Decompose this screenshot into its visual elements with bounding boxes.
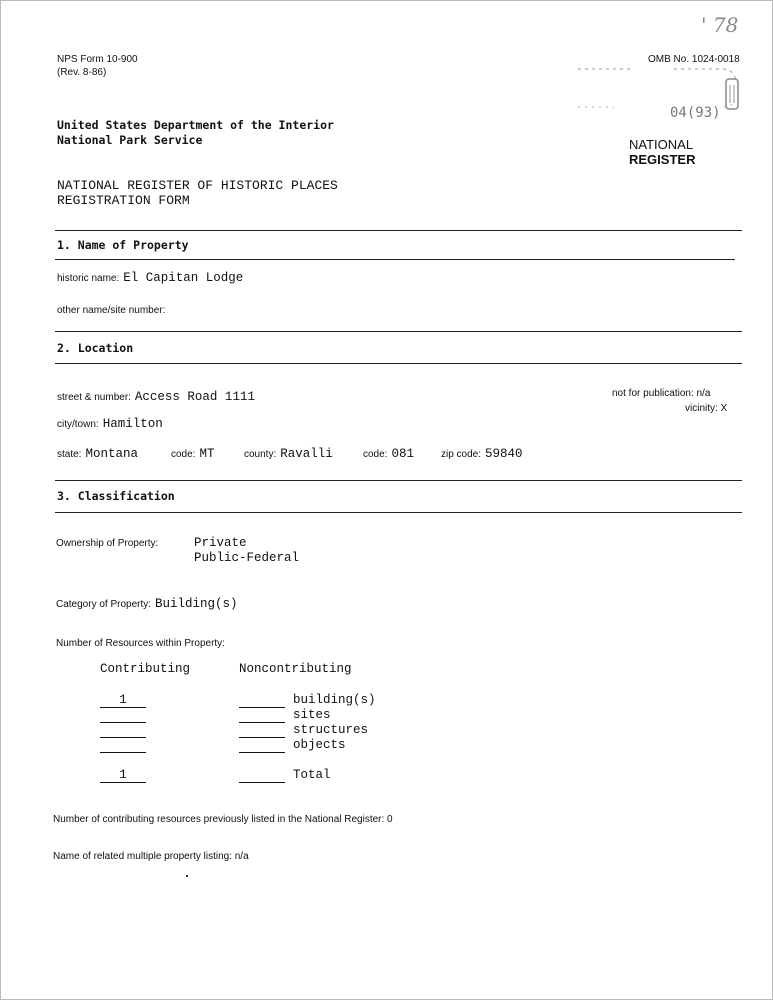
omb-number: OMB No. 1024-0018 (648, 54, 740, 65)
form-title: NATIONAL REGISTER OF HISTORIC PLACES (57, 178, 338, 193)
city-label: city/town: (57, 419, 99, 430)
state-code-row (171, 444, 214, 462)
section-divider (55, 259, 735, 260)
contributing-blank (100, 737, 146, 738)
total-label: Total (293, 768, 331, 782)
noncontributing-blank (239, 707, 285, 708)
other-name-label: other name/site number: (57, 305, 166, 316)
historic-name-row (57, 268, 243, 286)
department-name: United States Department of the Interior (57, 118, 334, 132)
ownership-value-1: Private (194, 536, 247, 550)
noncontributing-blank (239, 752, 285, 753)
noncontributing-header: Noncontributing (239, 662, 352, 676)
vicinity: vicinity: X (685, 403, 728, 414)
contributing-count: 1 (119, 693, 127, 707)
received-stamp (574, 63, 742, 121)
county-row (244, 444, 333, 462)
ownership-label: Ownership of Property: (56, 538, 159, 549)
historic-name-label: historic name: (57, 273, 120, 284)
state-code-value: MT (199, 447, 215, 461)
street-row (57, 387, 255, 405)
multiple-property-listing: Name of related multiple property listing: n/a (53, 851, 249, 862)
noncontributing-blank (239, 722, 285, 723)
total-contributing: 1 (119, 768, 127, 782)
state-label: state: (57, 449, 82, 460)
section1-heading: 1. Name of Property (57, 238, 189, 252)
stamp-number: 04(93) (670, 105, 721, 121)
historic-name-value: El Capitan Lodge (123, 271, 244, 285)
section-divider (55, 512, 742, 513)
contributing-blank (100, 752, 146, 753)
section-divider (55, 331, 742, 332)
register-stamp-line1: NATIONAL (629, 137, 694, 152)
section2-heading: 2. Location (57, 341, 134, 355)
register-stamp-line2: REGISTER (629, 152, 696, 167)
other-name-row (57, 300, 165, 318)
category-row (56, 594, 238, 612)
county-code-value: 081 (391, 447, 414, 461)
section3-heading: 3. Classification (57, 489, 175, 503)
form-subtitle: REGISTRATION FORM (57, 193, 190, 208)
section-divider (55, 480, 742, 481)
county-code-row (363, 444, 414, 462)
street-label: street & number: (57, 392, 131, 403)
street-value: Access Road 1111 (134, 390, 255, 404)
noncontributing-blank (239, 737, 285, 738)
contributing-header: Contributing (100, 662, 191, 676)
section-divider (55, 230, 742, 231)
county-code-label: code: (363, 449, 388, 460)
zip-value: 59840 (485, 447, 523, 461)
total-noncontributing-blank (239, 782, 285, 783)
state-value: Montana (85, 447, 138, 461)
zip-row (441, 444, 523, 462)
resource-type: building(s) (293, 693, 376, 707)
ownership-value-2: Public-Federal (194, 551, 300, 565)
contributing-blank (100, 707, 146, 708)
resource-type: structures (293, 723, 369, 737)
form-revision: (Rev. 8-86) (57, 67, 107, 78)
zip-label: zip code: (441, 449, 482, 460)
stray-dot (186, 875, 188, 877)
city-row (57, 414, 163, 432)
state-row (57, 444, 138, 462)
resources-label: Number of Resources within Property: (56, 638, 225, 649)
contributing-blank (100, 722, 146, 723)
handwritten-corner-mark: ' 78 (701, 13, 739, 37)
category-label: Category of Property: (56, 599, 152, 610)
city-value: Hamilton (102, 417, 163, 431)
state-code-label: code: (171, 449, 196, 460)
category-value: Building(s) (155, 597, 238, 611)
total-contributing-blank (100, 782, 146, 783)
form-number: NPS Form 10-900 (57, 54, 138, 65)
county-label: county: (244, 449, 277, 460)
not-for-publication: not for publication: n/a (612, 388, 711, 399)
county-value: Ravalli (280, 447, 333, 461)
resource-type: sites (293, 708, 331, 722)
resource-type: objects (293, 738, 346, 752)
section-divider (55, 363, 742, 364)
previously-listed: Number of contributing resources previously listed in the National Register: 0 (53, 814, 393, 825)
national-register-stamp (629, 137, 695, 167)
service-name: National Park Service (57, 133, 203, 147)
